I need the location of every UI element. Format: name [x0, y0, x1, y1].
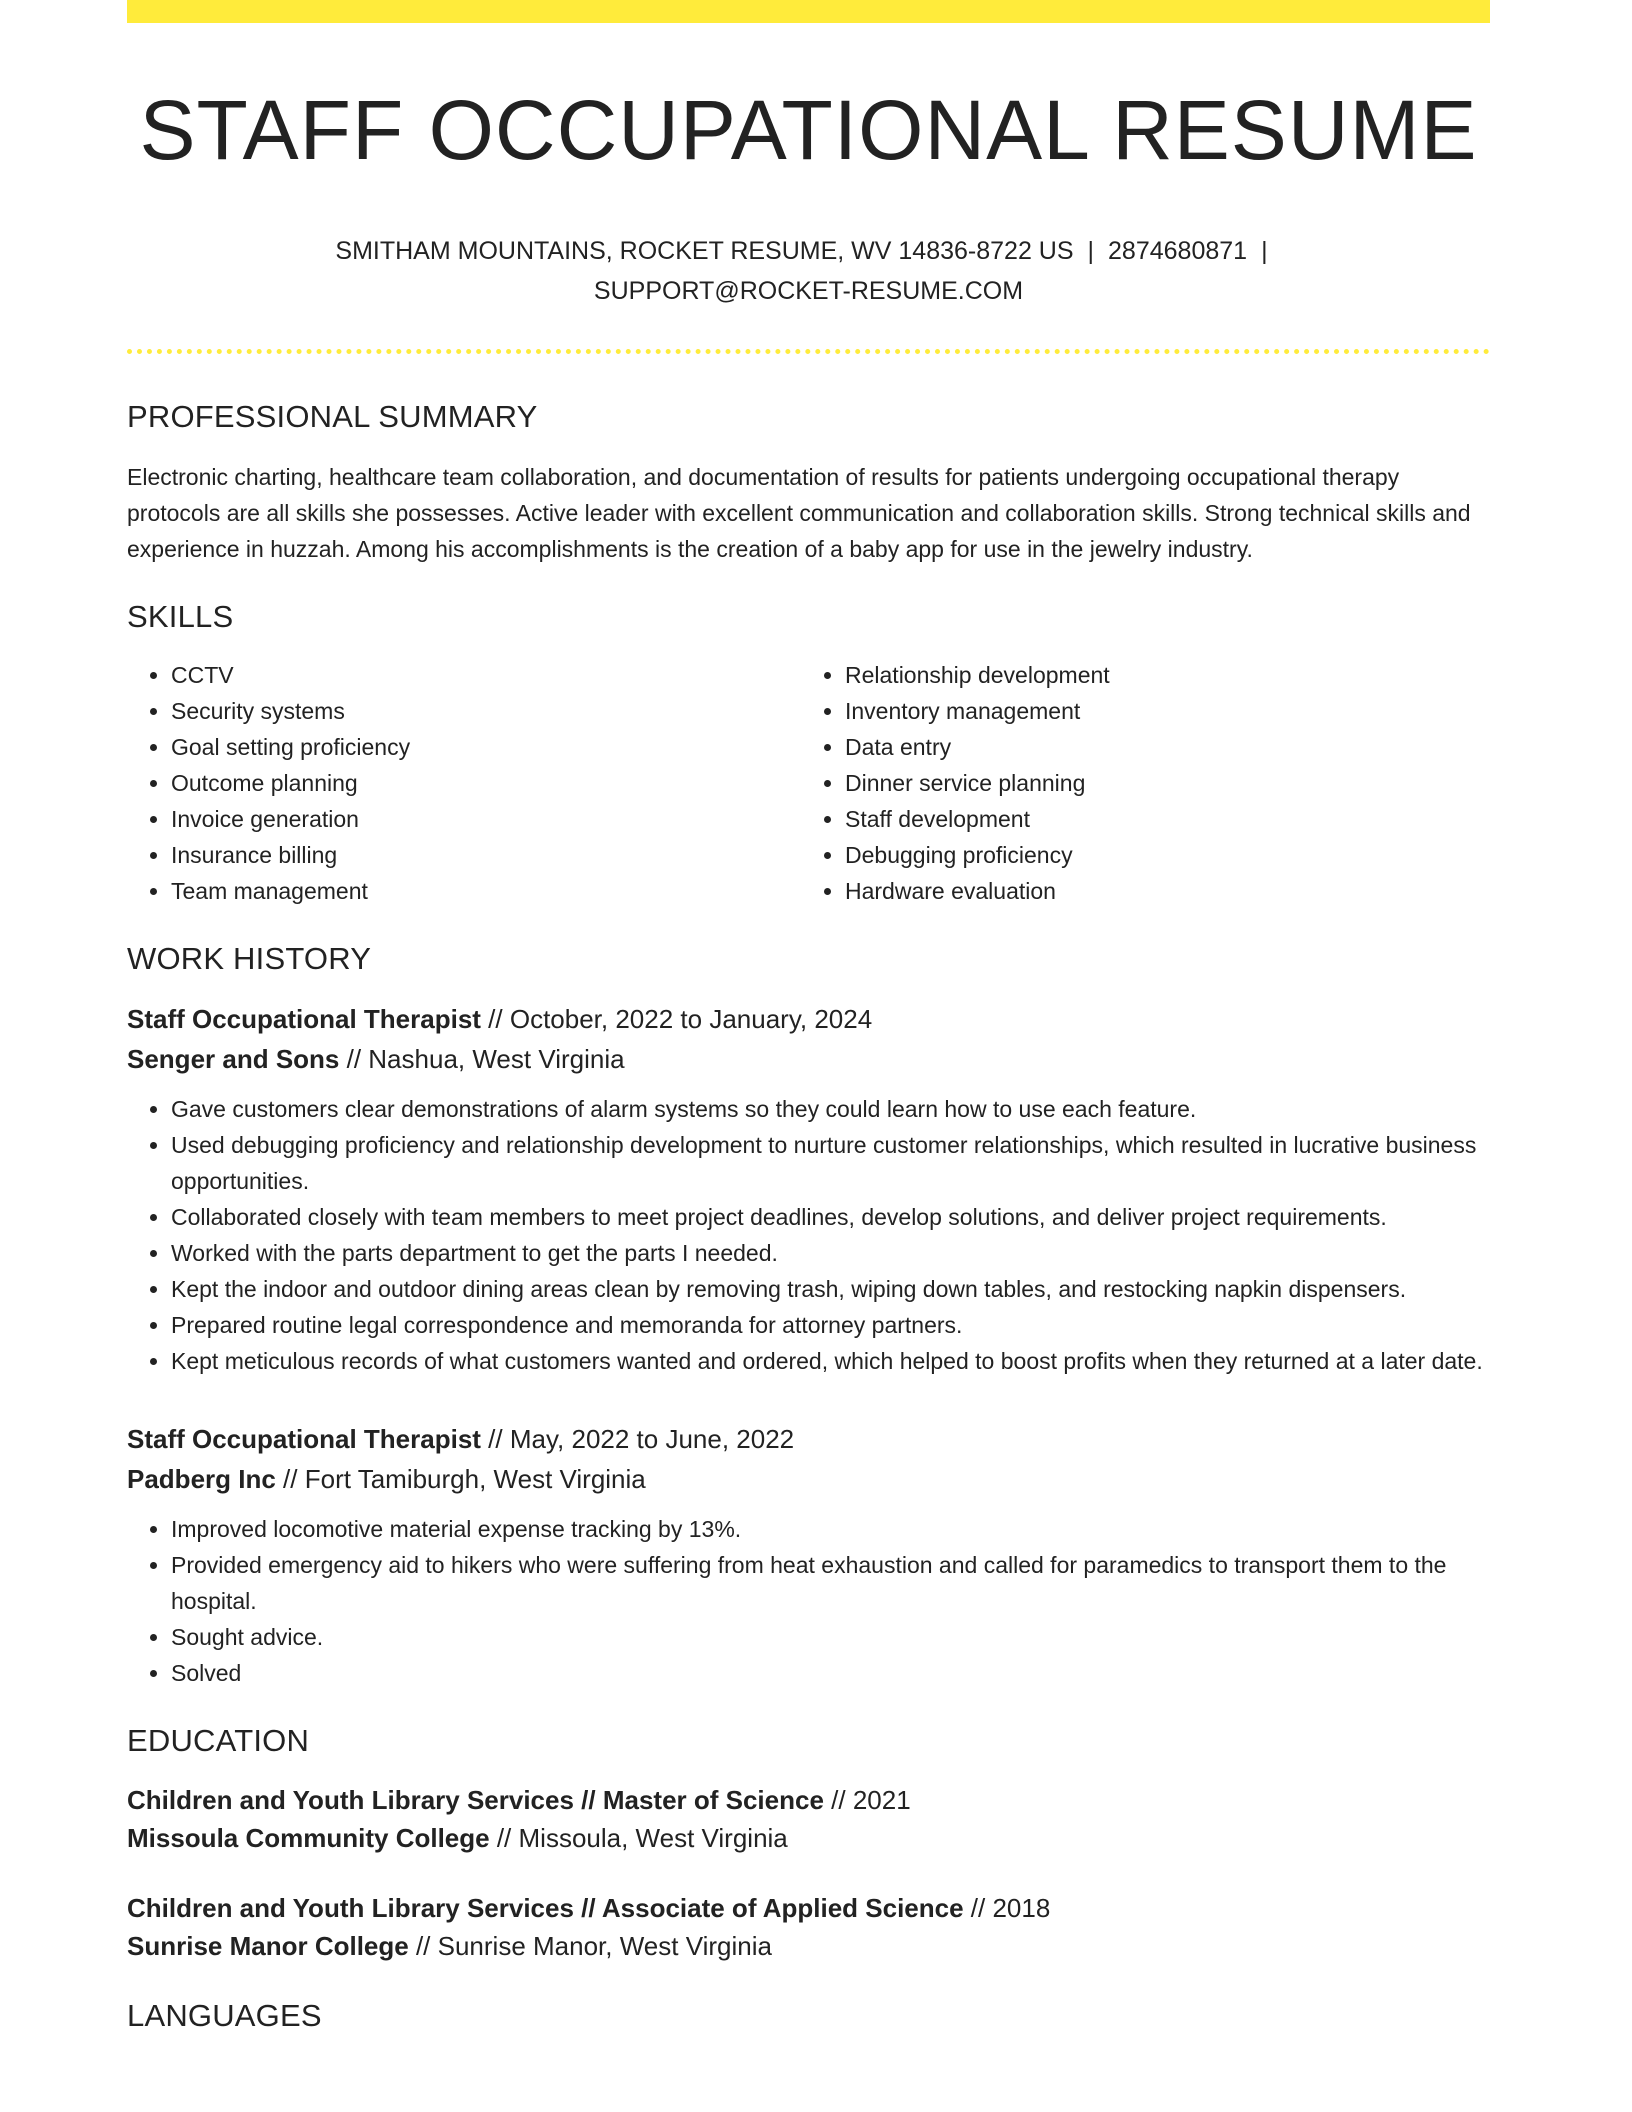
job-entry: [127, 1419, 1490, 1691]
job-dates: // October, 2022 to January, 2024: [480, 1003, 873, 1034]
job-company-line: [127, 1459, 1490, 1499]
education-location: // Missoula, West Virginia: [489, 1823, 788, 1854]
skill-item: • Staff development: [845, 801, 1475, 837]
education-heading: EDUCATION: [127, 1722, 310, 1758]
separator: |: [1261, 237, 1268, 266]
job-bullet: • Prepared routine legal correspondence and memoranda for attorney partners.: [171, 1307, 1490, 1343]
skills-column-right: [801, 657, 1475, 909]
skill-item: • Security systems: [171, 693, 801, 729]
job-bullets: [127, 1511, 1490, 1691]
education-year: // 2018: [963, 1893, 1051, 1924]
summary-heading: PROFESSIONAL SUMMARY: [127, 399, 538, 435]
education-location: // Sunrise Manor, West Virginia: [408, 1931, 772, 1962]
dotted-divider: [127, 349, 1490, 354]
email: SUPPORT@ROCKET-RESUME.COM: [593, 277, 1024, 306]
separator: |: [1087, 237, 1095, 266]
education-school-line: [127, 1819, 1490, 1857]
job-bullet: • Used debugging proficiency and relationship development to nurture customer relationships, which resulted in lucrative business opportunities.: [171, 1127, 1490, 1199]
job-bullet: • Kept meticulous records of what customers wanted and ordered, which helped to boost profits when they returned at a later date.: [171, 1343, 1490, 1379]
skill-item: • Inventory management: [845, 693, 1475, 729]
education-entry: [127, 1781, 1490, 1857]
education-year: // 2021: [823, 1785, 911, 1816]
skill-item: • Hardware evaluation: [845, 873, 1475, 909]
education-program: Children and Youth Library Services // Associate of Applied Science: [127, 1893, 964, 1924]
skill-item: • Insurance billing: [171, 837, 801, 873]
skills-column-left: [127, 657, 801, 909]
contact-info: [127, 231, 1490, 311]
address: SMITHAM MOUNTAINS, ROCKET RESUME, WV 14836-8722 US: [335, 237, 1074, 266]
accent-bar: [127, 0, 1490, 23]
job-bullet: • Provided emergency aid to hikers who were suffering from heat exhaustion and called for paramedics to transport them to the hospital.: [171, 1547, 1490, 1619]
job-role: Staff Occupational Therapist: [127, 1423, 481, 1454]
education-school-line: [127, 1927, 1490, 1965]
skills-list: [127, 657, 1490, 909]
education-program: Children and Youth Library Services // Master of Science: [127, 1785, 824, 1816]
job-company: Padberg Inc: [127, 1463, 276, 1494]
resume-title: STAFF OCCUPATIONAL RESUME: [139, 83, 1478, 177]
skill-item: • Goal setting proficiency: [171, 729, 801, 765]
resume-page: [127, 0, 1490, 2034]
skill-item: • Dinner service planning: [845, 765, 1475, 801]
education-school: Missoula Community College: [127, 1823, 490, 1854]
job-bullet: • Collaborated closely with team members to meet project deadlines, develop solutions, and deliver project requirements.: [171, 1199, 1490, 1235]
job-bullet: • Solved: [171, 1655, 1490, 1691]
job-bullet: • Gave customers clear demonstrations of alarm systems so they could learn how to use each feature.: [171, 1091, 1490, 1127]
phone: 2874680871: [1108, 237, 1248, 266]
summary-text: Electronic charting, healthcare team collaboration, and documentation of results for patients undergoing occupational therapy protocols are all skills she possesses. Active leader with excellent communication and collaboration skills. Strong technical skills and experience in huzzah. Among his accomplishments is the creation of a baby app for use in the jewelry industry.: [127, 463, 1471, 562]
education-program-line: [127, 1781, 1490, 1819]
job-bullet: • Improved locomotive material expense tracking by 13%.: [171, 1511, 1490, 1547]
job-location: // Fort Tamiburgh, West Virginia: [275, 1463, 646, 1494]
job-company-line: [127, 1039, 1490, 1079]
job-entry: [127, 999, 1490, 1379]
work-history-heading: WORK HISTORY: [127, 940, 372, 976]
job-location: // Nashua, West Virginia: [339, 1043, 625, 1074]
job-role-line: [127, 1419, 1490, 1459]
skill-item: • Data entry: [845, 729, 1475, 765]
skills-heading: SKILLS: [127, 598, 234, 634]
job-role-line: [127, 999, 1490, 1039]
education-school: Sunrise Manor College: [127, 1931, 409, 1962]
languages-heading: LANGUAGES: [127, 1998, 322, 2034]
job-role: Staff Occupational Therapist: [127, 1003, 481, 1034]
education-entry: [127, 1889, 1490, 1965]
skill-item: • Debugging proficiency: [845, 837, 1475, 873]
job-company: Senger and Sons: [127, 1043, 340, 1074]
job-bullet: • Worked with the parts department to get the parts I needed.: [171, 1235, 1490, 1271]
skill-item: • Team management: [171, 873, 801, 909]
education-program-line: [127, 1889, 1490, 1927]
job-bullets: [127, 1091, 1490, 1379]
job-bullet: • Kept the indoor and outdoor dining areas clean by removing trash, wiping down tables, and restocking napkin dispensers.: [171, 1271, 1490, 1307]
skill-item: • Relationship development: [845, 657, 1475, 693]
skill-item: • Invoice generation: [171, 801, 801, 837]
job-bullet: • Sought advice.: [171, 1619, 1490, 1655]
skill-item: • CCTV: [171, 657, 801, 693]
job-dates: // May, 2022 to June, 2022: [480, 1423, 795, 1454]
skill-item: • Outcome planning: [171, 765, 801, 801]
